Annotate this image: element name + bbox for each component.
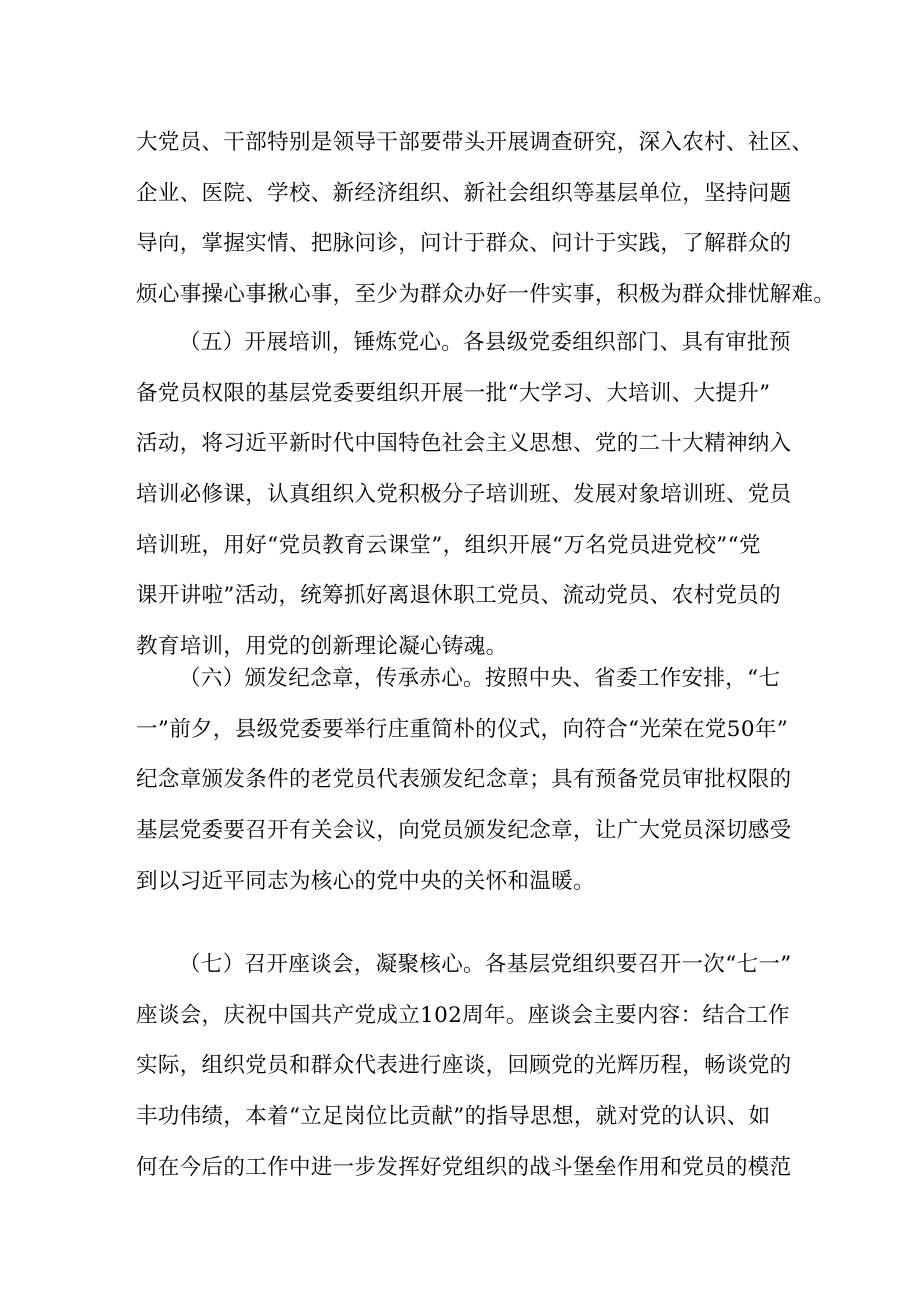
text-line: （七）召开座谈会，凝聚核心。各基层党组织要召开一次“七一” (179, 952, 792, 977)
text-line: （六）颁发纪念章，传承赤心。按照中央、省委工作安排，“七 (179, 666, 781, 691)
text-line: 基层党委要召开有关会议，向党员颁发纪念章，让广大党员深切感受 (136, 818, 792, 844)
text-line: 一”前夕，县级党委要举行庄重简朴的仪式，向符合“光荣在党50年” (136, 716, 789, 742)
text-line: 大党员、干部特别是领导干部要带头开展调查研究，深入农村、社区、 (136, 130, 814, 155)
text-line: 企业、医院、学校、新经济组织、新社会组织等基层单位，坚持问题 (136, 180, 792, 206)
text-line: 教育培训，用党的创新理论凝心铸魂。 (136, 634, 508, 660)
paragraph-party-members-research (136, 118, 836, 321)
text-line: 备党员权限的基层党委要组织开展一批“大学习、大培训、大提升” (136, 380, 771, 406)
text-line: 到以习近平同志为核心的党中央的关怀和温暖。 (136, 868, 595, 894)
text-line: 培训班，用好“党员教育云课堂”，组织开展“万名党员进党校”“党 (136, 532, 761, 558)
text-line: （五）开展培训，锤炼党心。各县级党委组织部门、具有审批预 (179, 330, 791, 355)
text-line: 实际，组织党员和群众代表进行座谈，回顾党的光辉历程，畅谈党的 (136, 1053, 792, 1079)
text-line: 座谈会，庆祝中国共产党成立102周年。座谈会主要内容：结合工作 (136, 1002, 790, 1028)
paragraph-symposium (136, 940, 796, 1193)
paragraph-training (136, 318, 796, 673)
text-line: 纪念章颁发条件的老党员代表颁发纪念章；具有预备党员审批权限的 (136, 767, 792, 793)
text-line: 活动，将习近平新时代中国特色社会主义思想、党的二十大精神纳入 (136, 431, 792, 457)
text-line: 烦心事操心事揪心事，至少为群众办好一件实事，积极为群众排忧解难。 (136, 282, 836, 308)
text-line: 何在今后的工作中进一步发挥好党组织的战斗堡垒作用和党员的模范 (136, 1154, 792, 1180)
text-line: 丰功伟绩，本着“立足岗位比贡献”的指导思想，就对党的认识、如 (136, 1104, 771, 1130)
text-line: 课开讲啦”活动，统筹抓好离退休职工党员、流动党员、农村党员的 (136, 583, 781, 609)
text-line: 导向，掌握实情、把脉问诊，问计于群众、问计于实践，了解群众的 (136, 231, 792, 257)
text-line: 培训必修课，认真组织入党积极分子培训班、发展对象培训班、党员 (136, 482, 792, 508)
paragraph-commemorative-medal (136, 654, 796, 907)
